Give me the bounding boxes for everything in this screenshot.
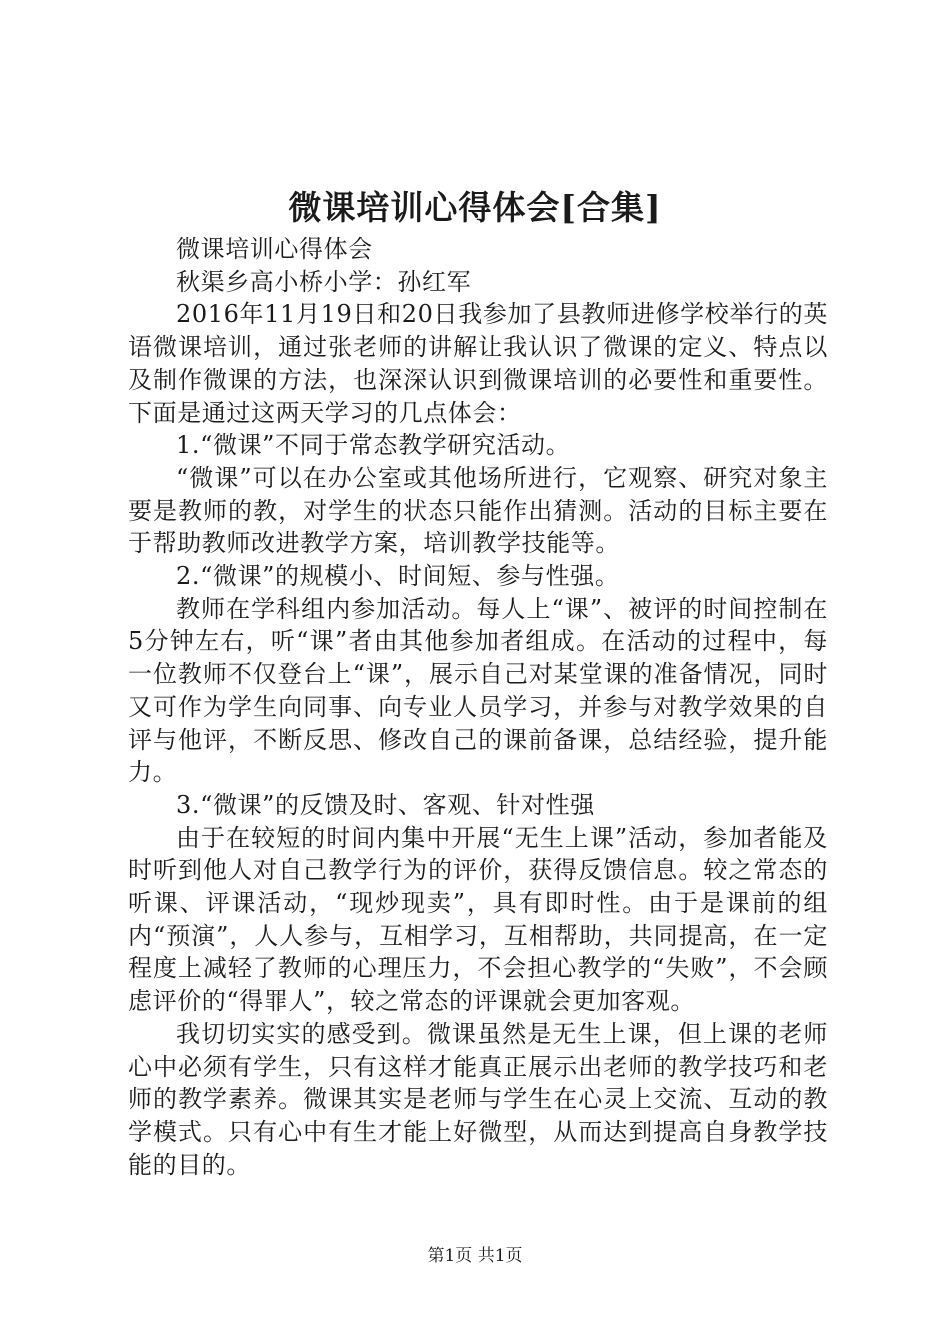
section-heading-3: 3.“微课”的反馈及时、客观、针对性强 — [176, 790, 595, 819]
document-body — [128, 233, 828, 1181]
section-heading-2: 2.“微课”的规模小、时间短、参与性强。 — [176, 562, 620, 591]
body-paragraph-1: “微课”可以在办公室或其他场所进行，它观察、研究对象主要是教师的教，对学生的状态只能作出猜测。活动的目标主要在于帮助教师改进教学方案，培训教学技能等。 — [128, 463, 828, 558]
body-paragraph-3: 由于在较短的时间内集中开展“无生上课”活动，参加者能及时听到他人对自己教学行为的评价，获得反馈信息。较之常态的听课、评课活动，“现炒现卖”，具有即时性。由于是课前的组内“预演”，人人参与，互相学习，互相帮助，共同提高，在一定程度上减轻了教师的心理压力，不会担心教学的“失败”，不会顾虑评价的“得罪人”，较之常态的评课就会更加客观。 — [128, 823, 828, 1016]
body-author-line: 秋渠乡高小桥小学：孙红军 — [176, 267, 472, 296]
body-subtitle: 微课培训心得体会 — [176, 235, 373, 263]
page-footer: 第1页 共1页 — [427, 1246, 523, 1266]
document-title: 微课培训心得体会[合集] — [288, 188, 662, 227]
section-heading-1: 1.“微课”不同于常态教学研究活动。 — [176, 431, 571, 460]
body-paragraph-conclusion: 我切切实实的感受到。微课虽然是无生上课，但上课的老师心中必须有学生，只有这样才能真正展示出老师的教学技巧和老师的教学素养。微课其实是老师与学生在心灵上交流、互动的教学模式。只有心中有生才能上好微型，从而达到提高自身教学技能的目的。 — [128, 1019, 828, 1179]
body-paragraph-2: 教师在学科组内参加活动。每人上“课”、被评的时间控制在5分钟左右，听“课”者由其他参加者组成。在活动的过程中，每一位教师不仅登台上“课”，展示自己对某堂课的准备情况，同时又可作为学生向同事、向专业人员学习，并参与对教学效果的自评与他评，不断反思、修改自己的课前备课，总结经验，提升能力。 — [128, 594, 828, 787]
body-paragraph-intro: 2016年11月19日和20日我参加了县教师进修学校举行的英语微课培训，通过张老师的讲解让我认识了微课的定义、特点以及制作微课的方法，也深深认识到微课培训的必要性和重要性。下面是通过这两天学习的几点体会： — [128, 300, 828, 427]
